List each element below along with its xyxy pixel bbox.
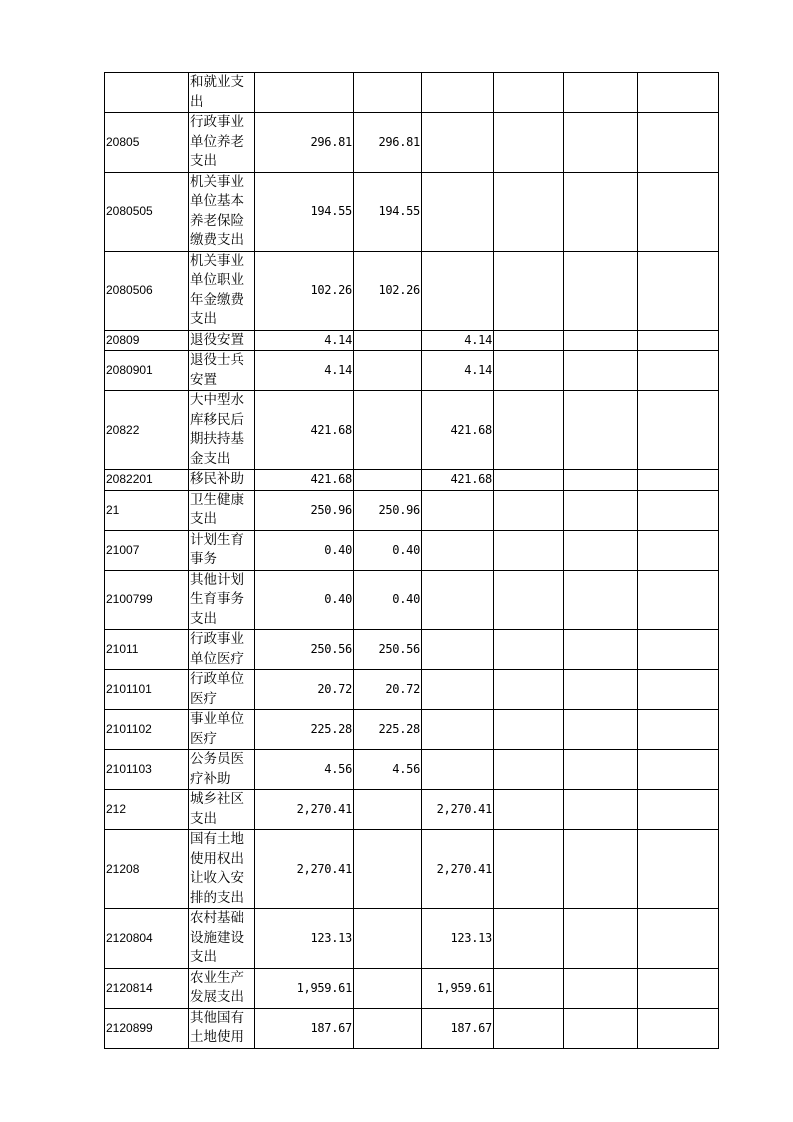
total-amount-cell: 194.55 xyxy=(255,172,354,251)
empty-cell xyxy=(494,391,564,470)
total-amount-cell: 1,959.61 xyxy=(255,968,354,1008)
empty-cell xyxy=(638,113,719,173)
subject-name-cell: 公务员医疗补助 xyxy=(189,750,255,790)
subject-name-cell: 国有土地使用权出让收入安排的支出 xyxy=(189,830,255,909)
subject-code-cell: 21011 xyxy=(105,630,189,670)
basic-expenditure-cell: 296.81 xyxy=(354,113,422,173)
table-row xyxy=(105,710,719,750)
empty-cell xyxy=(564,330,638,351)
subject-code-cell: 20805 xyxy=(105,113,189,173)
total-amount-cell: 2,270.41 xyxy=(255,830,354,909)
project-expenditure-cell xyxy=(422,172,494,251)
basic-expenditure-cell xyxy=(354,73,422,113)
table-row xyxy=(105,172,719,251)
subject-name-cell: 卫生健康支出 xyxy=(189,490,255,530)
total-amount-cell: 250.56 xyxy=(255,630,354,670)
basic-expenditure-cell xyxy=(354,830,422,909)
table-row xyxy=(105,830,719,909)
subject-name-cell: 计划生育事务 xyxy=(189,530,255,570)
project-expenditure-cell xyxy=(422,251,494,330)
subject-code-cell: 21007 xyxy=(105,530,189,570)
empty-cell xyxy=(564,570,638,630)
total-amount-cell: 2,270.41 xyxy=(255,790,354,830)
subject-name-cell: 退役安置 xyxy=(189,330,255,351)
empty-cell xyxy=(564,1008,638,1048)
total-amount-cell: 102.26 xyxy=(255,251,354,330)
empty-cell xyxy=(564,470,638,491)
basic-expenditure-cell: 0.40 xyxy=(354,570,422,630)
total-amount-cell: 421.68 xyxy=(255,391,354,470)
subject-name-cell: 农业生产发展支出 xyxy=(189,968,255,1008)
subject-name-cell: 行政事业单位养老支出 xyxy=(189,113,255,173)
project-expenditure-cell xyxy=(422,490,494,530)
subject-code-cell: 20822 xyxy=(105,391,189,470)
total-amount-cell xyxy=(255,73,354,113)
table-row xyxy=(105,351,719,391)
empty-cell xyxy=(564,172,638,251)
table-row xyxy=(105,790,719,830)
total-amount-cell: 225.28 xyxy=(255,710,354,750)
empty-cell xyxy=(494,251,564,330)
empty-cell xyxy=(564,790,638,830)
subject-name-cell: 其他国有土地使用 xyxy=(189,1008,255,1048)
basic-expenditure-cell: 102.26 xyxy=(354,251,422,330)
total-amount-cell: 421.68 xyxy=(255,470,354,491)
empty-cell xyxy=(638,570,719,630)
empty-cell xyxy=(564,490,638,530)
subject-code-cell: 2080506 xyxy=(105,251,189,330)
total-amount-cell: 187.67 xyxy=(255,1008,354,1048)
empty-cell xyxy=(564,830,638,909)
empty-cell xyxy=(494,490,564,530)
table-row xyxy=(105,570,719,630)
subject-code-cell: 20809 xyxy=(105,330,189,351)
empty-cell xyxy=(564,750,638,790)
subject-name-cell: 农村基础设施建设支出 xyxy=(189,909,255,969)
empty-cell xyxy=(494,630,564,670)
basic-expenditure-cell xyxy=(354,470,422,491)
empty-cell xyxy=(494,790,564,830)
total-amount-cell: 296.81 xyxy=(255,113,354,173)
table-row xyxy=(105,630,719,670)
subject-code-cell: 2080505 xyxy=(105,172,189,251)
project-expenditure-cell: 421.68 xyxy=(422,391,494,470)
empty-cell xyxy=(564,351,638,391)
empty-cell xyxy=(638,1008,719,1048)
empty-cell xyxy=(638,968,719,1008)
empty-cell xyxy=(564,113,638,173)
empty-cell xyxy=(494,470,564,491)
empty-cell xyxy=(564,73,638,113)
empty-cell xyxy=(638,470,719,491)
basic-expenditure-cell: 250.56 xyxy=(354,630,422,670)
empty-cell xyxy=(638,750,719,790)
empty-cell xyxy=(494,710,564,750)
empty-cell xyxy=(638,830,719,909)
empty-cell xyxy=(564,670,638,710)
total-amount-cell: 250.96 xyxy=(255,490,354,530)
subject-name-cell: 行政单位医疗 xyxy=(189,670,255,710)
empty-cell xyxy=(494,909,564,969)
total-amount-cell: 4.14 xyxy=(255,351,354,391)
empty-cell xyxy=(638,710,719,750)
basic-expenditure-cell xyxy=(354,391,422,470)
empty-cell xyxy=(494,330,564,351)
project-expenditure-cell xyxy=(422,670,494,710)
project-expenditure-cell xyxy=(422,73,494,113)
basic-expenditure-cell xyxy=(354,909,422,969)
empty-cell xyxy=(494,172,564,251)
empty-cell xyxy=(494,750,564,790)
empty-cell xyxy=(638,351,719,391)
total-amount-cell: 4.56 xyxy=(255,750,354,790)
subject-code-cell: 2120814 xyxy=(105,968,189,1008)
subject-name-cell: 退役士兵安置 xyxy=(189,351,255,391)
table-row xyxy=(105,670,719,710)
subject-name-cell: 其他计划生育事务支出 xyxy=(189,570,255,630)
empty-cell xyxy=(494,113,564,173)
empty-cell xyxy=(494,73,564,113)
basic-expenditure-cell: 194.55 xyxy=(354,172,422,251)
subject-name-cell: 机关事业单位基本养老保险缴费支出 xyxy=(189,172,255,251)
empty-cell xyxy=(638,490,719,530)
subject-code-cell: 2101101 xyxy=(105,670,189,710)
empty-cell xyxy=(638,530,719,570)
table-row xyxy=(105,251,719,330)
empty-cell xyxy=(494,1008,564,1048)
subject-code-cell: 2082201 xyxy=(105,470,189,491)
empty-cell xyxy=(638,73,719,113)
subject-code-cell: 2101102 xyxy=(105,710,189,750)
subject-name-cell: 城乡社区支出 xyxy=(189,790,255,830)
empty-cell xyxy=(638,172,719,251)
subject-code-cell: 2080901 xyxy=(105,351,189,391)
empty-cell xyxy=(638,909,719,969)
empty-cell xyxy=(564,391,638,470)
empty-cell xyxy=(638,251,719,330)
empty-cell xyxy=(638,790,719,830)
project-expenditure-cell xyxy=(422,630,494,670)
project-expenditure-cell xyxy=(422,750,494,790)
project-expenditure-cell: 2,270.41 xyxy=(422,830,494,909)
basic-expenditure-cell xyxy=(354,1008,422,1048)
project-expenditure-cell xyxy=(422,570,494,630)
total-amount-cell: 0.40 xyxy=(255,530,354,570)
project-expenditure-cell xyxy=(422,113,494,173)
project-expenditure-cell: 4.14 xyxy=(422,351,494,391)
empty-cell xyxy=(494,570,564,630)
total-amount-cell: 123.13 xyxy=(255,909,354,969)
empty-cell xyxy=(494,530,564,570)
subject-name-cell: 大中型水库移民后期扶持基金支出 xyxy=(189,391,255,470)
project-expenditure-cell: 4.14 xyxy=(422,330,494,351)
subject-code-cell: 2100799 xyxy=(105,570,189,630)
basic-expenditure-cell: 4.56 xyxy=(354,750,422,790)
empty-cell xyxy=(564,530,638,570)
table-row xyxy=(105,330,719,351)
empty-cell xyxy=(564,968,638,1008)
table-row xyxy=(105,113,719,173)
basic-expenditure-cell xyxy=(354,330,422,351)
budget-table xyxy=(104,72,719,1049)
empty-cell xyxy=(564,710,638,750)
empty-cell xyxy=(494,968,564,1008)
empty-cell xyxy=(494,351,564,391)
total-amount-cell: 4.14 xyxy=(255,330,354,351)
basic-expenditure-cell: 225.28 xyxy=(354,710,422,750)
empty-cell xyxy=(494,830,564,909)
empty-cell xyxy=(638,630,719,670)
project-expenditure-cell: 421.68 xyxy=(422,470,494,491)
table-row xyxy=(105,968,719,1008)
basic-expenditure-cell xyxy=(354,968,422,1008)
empty-cell xyxy=(638,391,719,470)
subject-code-cell: 2101103 xyxy=(105,750,189,790)
basic-expenditure-cell: 20.72 xyxy=(354,670,422,710)
project-expenditure-cell: 187.67 xyxy=(422,1008,494,1048)
basic-expenditure-cell: 0.40 xyxy=(354,530,422,570)
subject-code-cell: 21208 xyxy=(105,830,189,909)
empty-cell xyxy=(564,251,638,330)
project-expenditure-cell xyxy=(422,530,494,570)
table-row xyxy=(105,750,719,790)
table-row xyxy=(105,530,719,570)
table-row xyxy=(105,470,719,491)
subject-name-cell: 和就业支出 xyxy=(189,73,255,113)
basic-expenditure-cell xyxy=(354,351,422,391)
project-expenditure-cell: 123.13 xyxy=(422,909,494,969)
empty-cell xyxy=(564,630,638,670)
subject-name-cell: 移民补助 xyxy=(189,470,255,491)
empty-cell xyxy=(494,670,564,710)
table-row xyxy=(105,73,719,113)
project-expenditure-cell xyxy=(422,710,494,750)
project-expenditure-cell: 2,270.41 xyxy=(422,790,494,830)
subject-name-cell: 机关事业单位职业年金缴费支出 xyxy=(189,251,255,330)
empty-cell xyxy=(638,670,719,710)
table-row xyxy=(105,391,719,470)
subject-name-cell: 事业单位医疗 xyxy=(189,710,255,750)
basic-expenditure-cell xyxy=(354,790,422,830)
subject-code-cell: 2120899 xyxy=(105,1008,189,1048)
total-amount-cell: 0.40 xyxy=(255,570,354,630)
subject-name-cell: 行政事业单位医疗 xyxy=(189,630,255,670)
basic-expenditure-cell: 250.96 xyxy=(354,490,422,530)
table-row xyxy=(105,490,719,530)
total-amount-cell: 20.72 xyxy=(255,670,354,710)
empty-cell xyxy=(564,909,638,969)
subject-code-cell: 21 xyxy=(105,490,189,530)
table-row xyxy=(105,1008,719,1048)
subject-code-cell: 2120804 xyxy=(105,909,189,969)
table-body xyxy=(105,73,719,1049)
subject-code-cell xyxy=(105,73,189,113)
empty-cell xyxy=(638,330,719,351)
table-row xyxy=(105,909,719,969)
subject-code-cell: 212 xyxy=(105,790,189,830)
project-expenditure-cell: 1,959.61 xyxy=(422,968,494,1008)
